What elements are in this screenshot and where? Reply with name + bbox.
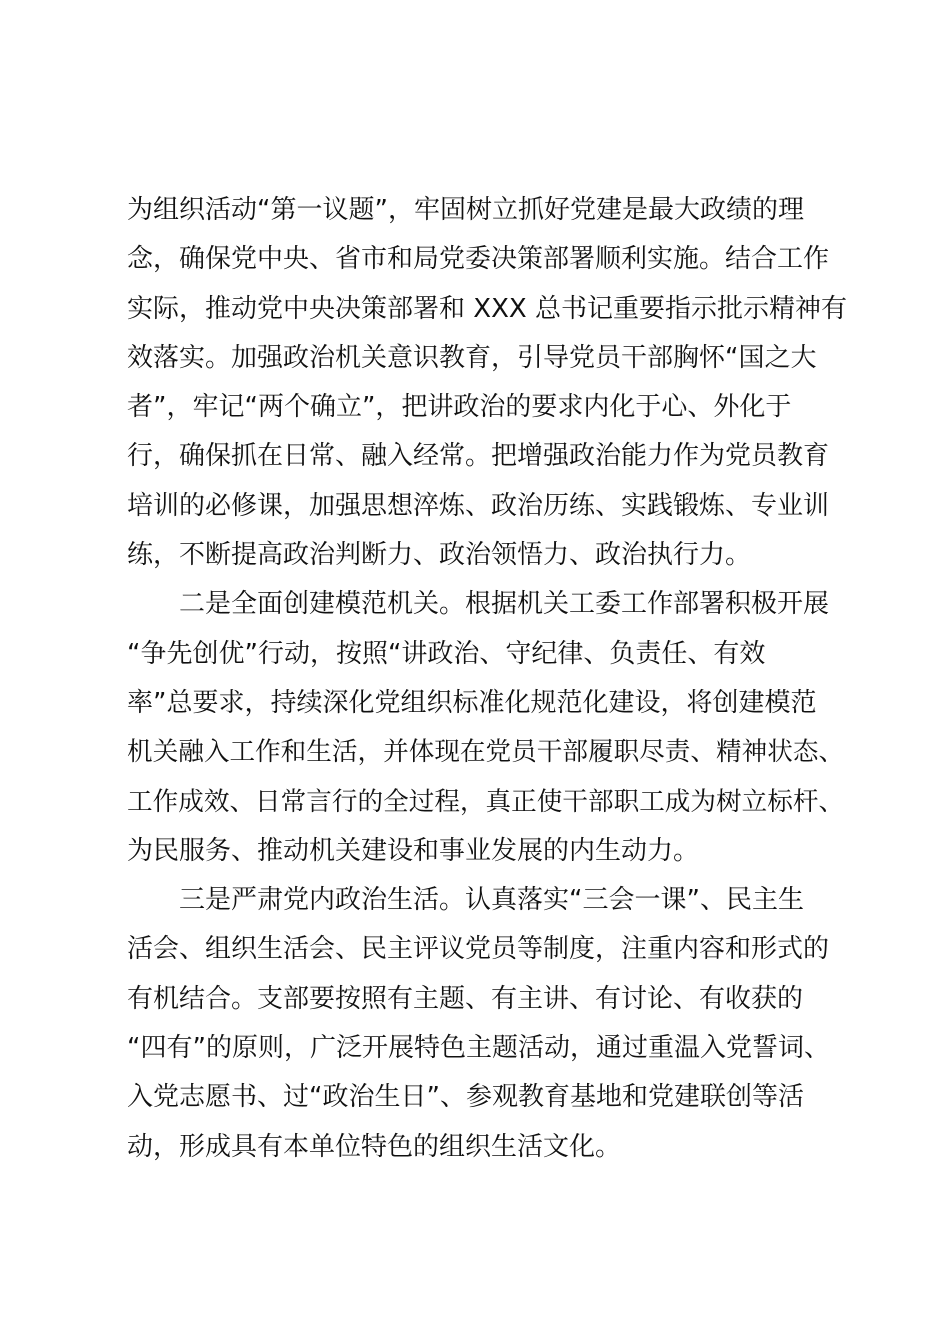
paragraph-line: 培训的必修课，加强思想淬炼、政治历练、实践锻炼、专业训 [127,490,830,521]
paragraph-line: 动，形成具有本单位特色的组织生活文化。 [127,1131,622,1162]
paragraph-line: 为民服务、推动机关建设和事业发展的内生动力。 [127,835,700,866]
paragraph-line: 效落实。加强政治机关意识教育，引导党员干部胸怀“国之大 [127,342,817,373]
paragraph-line: 三是严肃党内政治生活。认真落实“三会一课”、民主生 [179,885,804,916]
paragraph-line: 练，不断提高政治判断力、政治领悟力、政治执行力。 [127,540,752,571]
paragraph-political-construction [127,186,847,580]
paragraph-line: 率”总要求，持续深化党组织标准化规范化建设，将创建模范 [127,687,817,718]
paragraph-line: 者”，牢记“两个确立”，把讲政治的要求内化于心、外化于 [127,392,792,423]
paragraph-line: 工作成效、日常言行的全过程，真正使干部职工成为树立标杆、 [127,786,845,817]
document-body [127,186,847,1172]
paragraph-line: 实际，推动党中央决策部署和 XXX 总书记重要指示批示精神有 [127,293,847,324]
paragraph-line: 为组织活动“第一议题”，牢固树立抓好党建是最大政绩的理 [127,195,804,225]
paragraph-line: 有机结合。支部要按照有主题、有主讲、有讨论、有收获的 [127,983,804,1014]
paragraph-line: “争先创优”行动，按照“讲政治、守纪律、负责任、有效 [127,638,766,669]
paragraph-line: 入党志愿书、过“政治生日”、参观教育基地和党建联创等活 [127,1082,804,1113]
paragraph-line: “四有”的原则，广泛开展特色主题活动，通过重温入党誓词、 [127,1033,830,1064]
paragraph-line: 机关融入工作和生活，并体现在党员干部履职尽责、精神状态、 [127,737,845,768]
paragraph-model-organ [127,580,847,876]
paragraph-line: 二是全面创建模范机关。根据机关工委工作部署积极开展 [179,589,830,620]
paragraph-line: 行，确保抓在日常、融入经常。把增强政治能力作为党员教育 [127,441,830,472]
paragraph-line: 念，确保党中央、省市和局党委决策部署顺利实施。结合工作 [127,244,830,275]
paragraph-line: 活会、组织生活会、民主评议党员等制度，注重内容和形式的 [127,934,830,965]
paragraph-political-life [127,876,847,1172]
